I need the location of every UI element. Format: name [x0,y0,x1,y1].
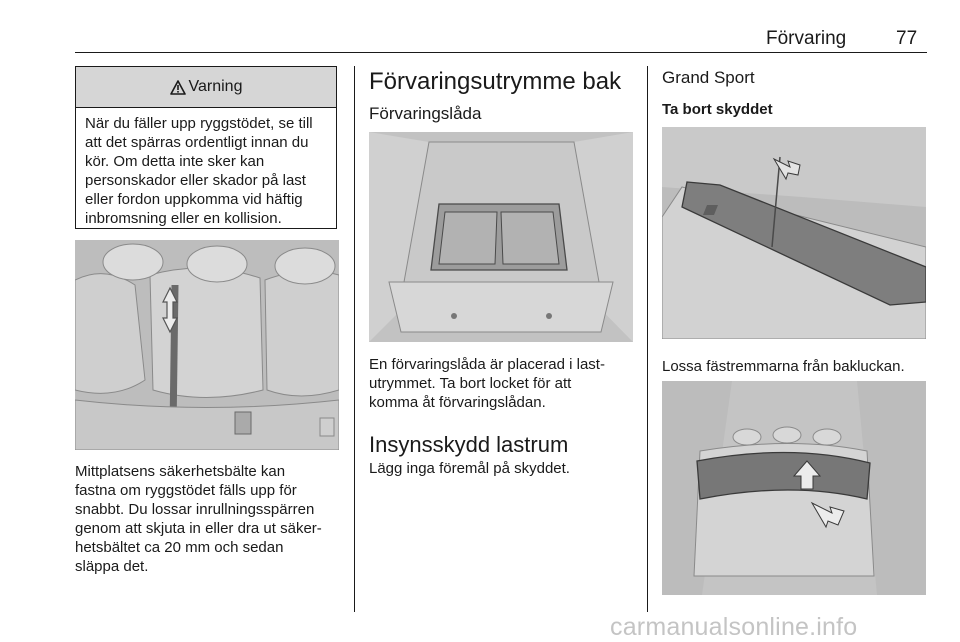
storage-box-paragraph [369,355,639,412]
load-cover-removal-illustration [662,381,926,595]
load-cover-heading: Insynsskydd lastrum [369,432,569,457]
rear-seat-belt-illustration [75,240,339,450]
paragraph-line: genom att skjuta in eller dra ut säker- [75,520,322,537]
remove-cover-subheading: Ta bort skyddet [662,101,773,118]
section-heading: Förvaringsutrymme bak [369,68,622,95]
strap-caption: Lossa fästremmarna från bakluckan. [662,358,905,375]
load-cover-paragraph: Lägg inga föremål på skyddet. [369,460,570,477]
grand-sport-heading: Grand Sport [662,68,755,87]
warning-text: När du fäller upp ryggstödet, se till att det spärras ordentligt innan du kör. Om detta inte sker kan personskador eller skador på last eller fordon uppkomma vid häftig inbromsning eller en kollision. [85,115,313,227]
header-rule [75,52,927,53]
column-divider-2 [647,66,648,612]
warning-box [75,66,337,229]
column-divider-1 [354,66,355,612]
paragraph-line: komma åt förvaringslådan. [369,394,546,411]
warning-triangle-icon [170,80,186,95]
running-header-title: Förvaring [766,28,847,49]
watermark: carmanualsonline.info [610,613,858,641]
paragraph-line: hetsbältet ca 20 mm och sedan [75,539,284,556]
page-number: 77 [896,28,918,49]
warning-title: Varning [188,78,243,95]
paragraph-line: utrymmet. Ta bort locket för att [369,375,572,392]
paragraph-line: snabbt. Du lossar inrullningsspärren [75,501,315,518]
storage-box-illustration [369,132,633,342]
paragraph-line: fastna om ryggstödet fälls upp för [75,482,297,499]
storage-box-subheading: Förvaringslåda [369,104,482,123]
seat-belt-paragraph [75,462,345,576]
paragraph-line: Mittplatsens säkerhetsbälte kan [75,463,286,480]
paragraph-line: En förvaringslåda är placerad i last- [369,356,605,373]
cover-strap-illustration [662,127,926,339]
paragraph-line: släppa det. [75,558,149,575]
warning-header [76,67,336,108]
